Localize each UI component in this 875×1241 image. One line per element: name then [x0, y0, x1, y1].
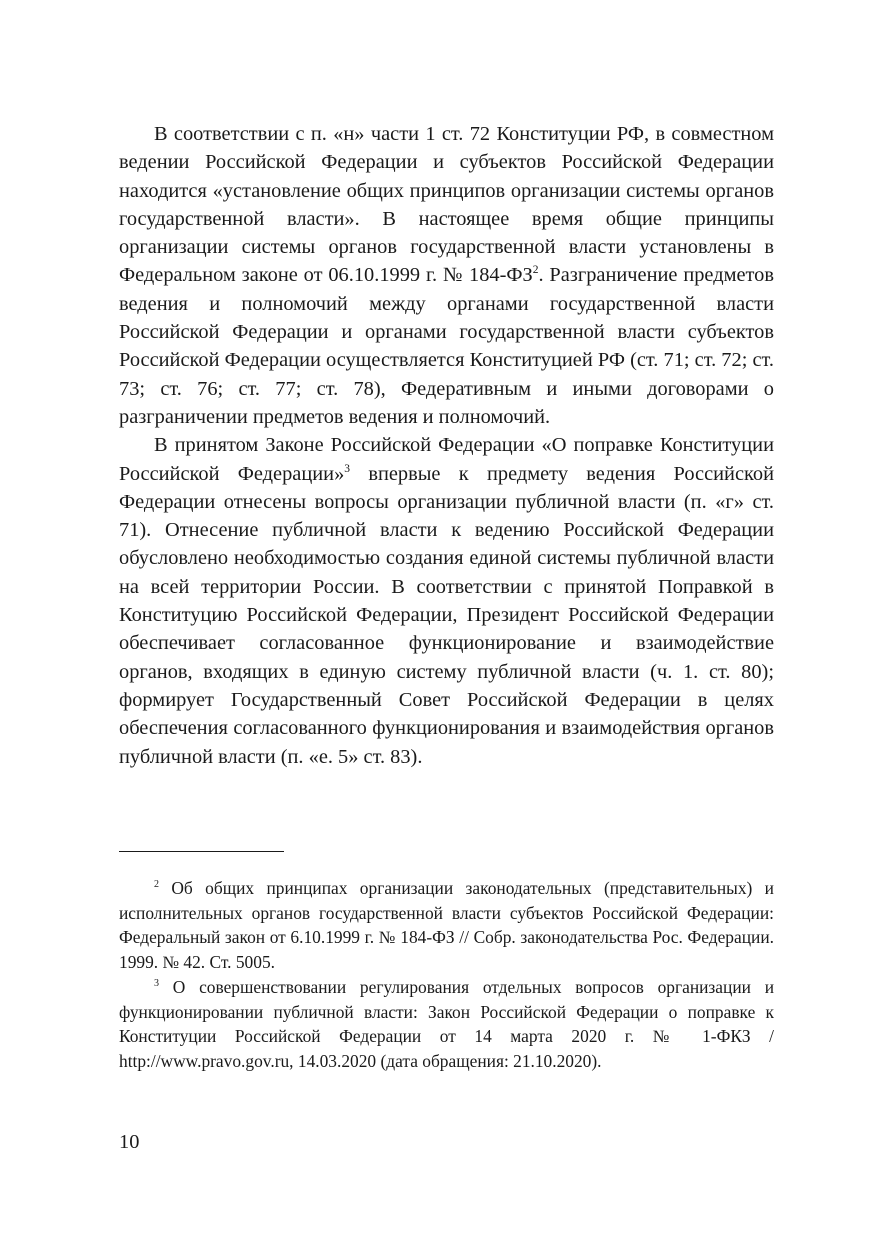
- main-text: [119, 120, 774, 771]
- paragraph-2-text: В принятом Законе Российской Федерации «О поправке Конституции Российской Федерации»: [119, 434, 774, 485]
- paragraph-2-text-cont: впервые к предмету ведения Российской Федерации отнесены вопросы организации публичной власти (п. «г» ст. 71). Отнесение публичной власти к ведению Российской Федерации обусловлено необходимостью создания единой системы публичной власти на всей территории России. В соответствии с принятой Поправкой в Конституцию Российской Федерации, Президент Российской Федерации обеспечивает согласованное функционирование и взаимодействие органов, входящих в единую систему публичной власти (ч. 1. ст. 80); формирует Государственный Совет Российской Федерации в целях обеспечения согласованного функционирования и взаимодействия органов публичной власти (п. «е. 5» ст. 83).: [119, 462, 774, 768]
- paragraph-1: [119, 120, 774, 431]
- footnote-3: [119, 975, 774, 1074]
- footnote-number: 3: [154, 978, 159, 990]
- footnote-number: 2: [154, 879, 159, 891]
- footnote-text: О совершенствовании регулирования отдельных вопросов организации и функционировании публичной власти: Закон Российской Федерации о поправке к Конституции Российской Федерации от 14 марта 2020 г. № 1-ФКЗ / http://www.pravo.gov.ru, 14.03.2020 (дата обращения: 21.10.2020).: [119, 976, 774, 1071]
- footnote-ref-2: 2: [532, 264, 539, 277]
- footnote-separator: [119, 851, 284, 852]
- footnote-ref-3: 3: [344, 462, 351, 475]
- paragraph-1-text-cont: . Разграничение предметов ведения и полномочий между органами государственной власти Российской Федерации и органами государственной власти субъектов Российской Федерации осуществляется Конституцией РФ (ст. 71; ст. 72; ст. 73; ст. 76; ст. 77; ст. 78), Федеративным и иными договорами о разграничении предметов ведения и полномочий.: [119, 264, 774, 428]
- footnote-text: Об общих принципах организации законодательных (представительных) и исполнительных органов государственной власти субъектов Российской Федерации: Федеральный закон от 6.10.1999 г. № 184-ФЗ // Собр. законодательства Рос. Федерации. 1999. № 42. Ст. 5005.: [119, 878, 774, 973]
- paragraph-2: [119, 431, 774, 771]
- paragraph-1-text: В соответствии с п. «н» части 1 ст. 72 Конституции РФ, в совместном ведении Российской Федерации и субъектов Российской Федерации находится «установление общих принципов организации системы органов государственной власти». В настоящее время общие принципы организации системы органов государственной власти установлены в Федеральном законе от 06.10.1999 г. № 184-ФЗ: [119, 123, 774, 287]
- footnotes: [119, 876, 774, 1074]
- footnote-2: [119, 876, 774, 975]
- page-number: 10: [119, 1131, 140, 1153]
